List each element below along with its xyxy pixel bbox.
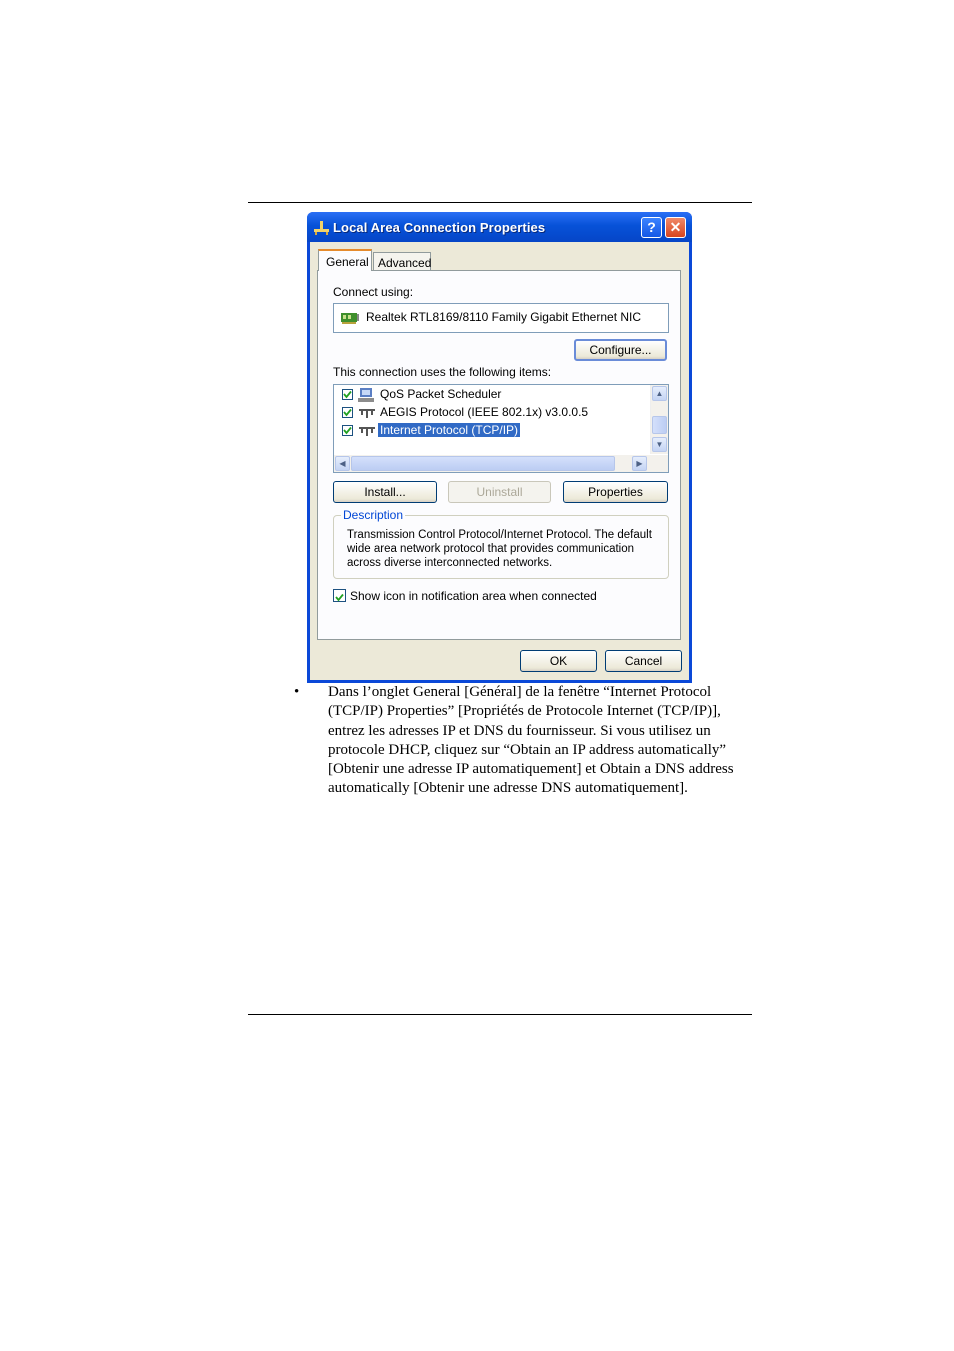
item-label: AEGIS Protocol (IEEE 802.1x) v3.0.0.5 bbox=[380, 405, 589, 419]
properties-button[interactable]: Properties bbox=[563, 481, 668, 503]
scroll-left-icon[interactable]: ◀ bbox=[335, 456, 350, 471]
notify-label[interactable]: Show icon in notification area when connected bbox=[350, 589, 597, 603]
bottom-rule bbox=[248, 1014, 752, 1015]
uninstall-button[interactable]: Uninstall bbox=[448, 481, 551, 503]
item-label-selected: Internet Protocol (TCP/IP) bbox=[380, 423, 519, 437]
network-protocol-icon bbox=[358, 424, 376, 438]
horizontal-scroll-thumb[interactable] bbox=[351, 456, 615, 471]
checkmark-icon bbox=[343, 390, 352, 399]
horizontal-scrollbar[interactable] bbox=[334, 455, 668, 472]
list-item[interactable] bbox=[334, 386, 650, 404]
item-checkbox[interactable] bbox=[342, 407, 353, 418]
checkmark-icon bbox=[334, 592, 345, 603]
description-groupbox bbox=[333, 508, 669, 579]
help-button[interactable]: ? bbox=[641, 217, 662, 238]
dialog-client-area bbox=[310, 242, 689, 680]
connect-using-label: Connect using: bbox=[333, 285, 414, 299]
vertical-scroll-thumb[interactable] bbox=[652, 416, 667, 434]
install-button[interactable]: Install... bbox=[333, 481, 437, 503]
list-item[interactable] bbox=[334, 422, 650, 440]
description-text: Transmission Control Protocol/Internet Protocol. The default wide area network protocol that provides communication across diverse interconnected networks. bbox=[347, 529, 652, 569]
list-item[interactable] bbox=[334, 404, 650, 422]
checkmark-icon bbox=[343, 408, 352, 417]
dialog-title: Local Area Connection Properties bbox=[333, 220, 546, 235]
adapter-name: Realtek RTL8169/8110 Family Gigabit Ethernet NIC bbox=[366, 310, 642, 324]
adapter-box bbox=[333, 303, 669, 333]
item-label: QoS Packet Scheduler bbox=[380, 387, 502, 401]
title-bar[interactable] bbox=[307, 212, 692, 242]
tab-general[interactable]: General bbox=[318, 249, 372, 271]
close-button[interactable]: ✕ bbox=[665, 217, 686, 238]
scroll-right-icon[interactable]: ▶ bbox=[632, 456, 647, 471]
checkmark-icon bbox=[343, 426, 352, 435]
local-area-connection-properties-dialog bbox=[307, 212, 692, 683]
bullet-marker: • bbox=[294, 684, 300, 700]
scroll-down-icon[interactable]: ▼ bbox=[652, 437, 667, 452]
tab-advanced[interactable]: Advanced bbox=[373, 252, 431, 271]
scheduler-icon bbox=[358, 388, 376, 402]
items-label: This connection uses the following items: bbox=[333, 365, 552, 379]
item-checkbox[interactable] bbox=[342, 389, 353, 400]
item-checkbox[interactable] bbox=[342, 425, 353, 436]
top-rule bbox=[248, 202, 752, 203]
ok-button[interactable]: OK bbox=[520, 650, 597, 672]
network-connection-icon bbox=[313, 219, 330, 236]
scroll-up-icon[interactable]: ▲ bbox=[652, 386, 667, 401]
components-list[interactable] bbox=[333, 384, 669, 473]
cancel-button[interactable]: Cancel bbox=[605, 650, 682, 672]
network-adapter-icon bbox=[341, 312, 359, 324]
general-tab-panel bbox=[317, 270, 681, 640]
vertical-scrollbar[interactable] bbox=[650, 385, 668, 454]
notify-checkbox[interactable] bbox=[333, 589, 346, 602]
network-protocol-icon bbox=[358, 406, 376, 420]
description-legend: Description bbox=[343, 508, 404, 522]
instruction-paragraph: Dans l’onglet General [Général] de la fenêtre “Internet Protocol (TCP/IP) Properties” [Propriétés de Protocole Internet (TCP/IP)], entrez les adresses IP et DNS du fournisseur. Si vous utilisez un protocole DHCP, cliquez sur “Obtain an IP address automatically” [Obtenir une adresse IP automatiquement] et Obtain a DNS address automatically [Obtenir une adresse DNS automatiquement]. bbox=[328, 684, 734, 797]
configure-button[interactable]: Configure... bbox=[574, 339, 667, 361]
